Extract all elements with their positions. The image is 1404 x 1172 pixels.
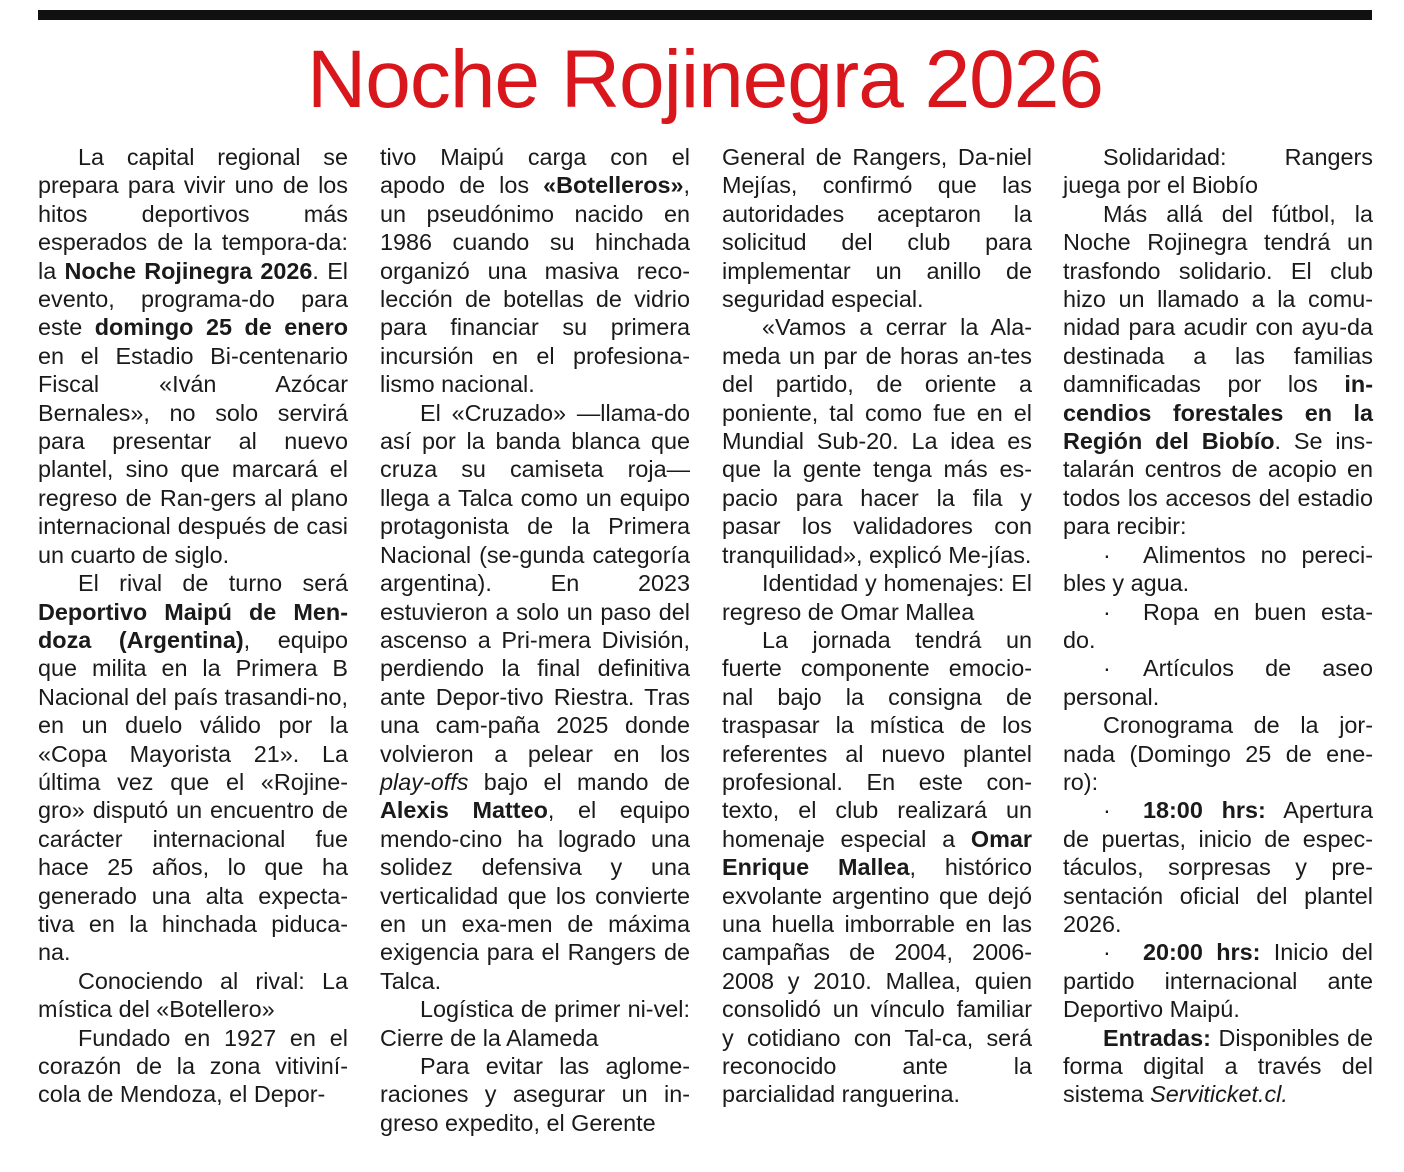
tickets-paragraph (1063, 1024, 1373, 1109)
bold-text: domingo 25 de enero (94, 314, 348, 341)
schedule-time: 18:00 hrs: (1143, 797, 1266, 824)
list-item (1063, 654, 1373, 711)
article-column-4 (1063, 143, 1373, 1109)
schedule-item (1063, 938, 1373, 1023)
text-run: bajo el mando de (468, 768, 690, 795)
list-item (1063, 541, 1373, 598)
paragraph (722, 626, 1032, 1109)
bold-text: Alexis Matteo (380, 797, 548, 824)
subheading: Logística de primer ni-vel: Cierre de la Alameda (380, 996, 690, 1051)
paragraph: «Vamos a cerrar la Ala-meda un par de horas an-tes del partido, de oriente a poniente, tal como fue en el Mundial Sub-20. La idea es que la gente tenga más es-pacio para hacer la fila y pasar los validadores con tranquilidad», explicó Me-jías. (722, 314, 1032, 568)
paragraph (1063, 200, 1373, 541)
text-run: , el equipo mendo-cino ha logrado una solidez defensiva y una verticalidad que los convierte en un exa-men de máxima exigencia para el Rangers de Talca. (380, 797, 690, 994)
subheading: Cronograma de la jor-nada (Domingo 25 de ene-ro): (1063, 712, 1373, 795)
bullet-icon: · (1103, 797, 1111, 824)
list-item-text: Alimentos no pereci-bles y agua. (1063, 541, 1373, 597)
text-run: , equipo que milita en la Primera B Nacional del país trasandi-no, en un duelo válido por la «Copa Mayorista 21». La última vez que el «Rojine-gro» disputó un encuentro de carácter internacional fue hace 25 años, lo que ha generado una alta expecta-tiva en la hinchada piduca-na. (38, 626, 348, 966)
bold-text: in-cendios forestales en la Región del Biobío (1063, 371, 1373, 455)
bullet-icon: · (1103, 939, 1111, 966)
list-item-text: Artículos de aseo personal. (1063, 655, 1373, 710)
schedule-text: Inicio del partido internacional ante Deportivo Maipú. (1063, 939, 1373, 1023)
bold-text: Omar Enrique Mallea (722, 825, 1032, 881)
text-run: La capital regional se prepara para vivir uno de los hitos deportivos más esperados de la tempora-da: la (38, 144, 348, 284)
text-run: , un pseudónimo nacido en 1986 cuando su hinchada organizó una masiva reco-lección de botellas de vidrio para financiar su primera incursión en el profesiona-lismo nacional. (380, 172, 690, 398)
subheading: Identidad y homenajes: El regreso de Omar Mallea (722, 570, 1032, 625)
headline: Noche Rojinegra 2026 (307, 34, 1103, 125)
schedule-item (1063, 796, 1373, 938)
paragraph: Fundado en 1927 en el corazón de la zona vitiviní-cola de Mendoza, el Depor- (38, 1024, 348, 1108)
tickets-site: Serviticket.cl. (1150, 1081, 1288, 1108)
bold-text: Noche Rojinegra 2026 (64, 257, 313, 284)
list-item-text: Ropa en buen esta-do. (1063, 598, 1373, 653)
paragraph (380, 143, 690, 399)
top-rule (38, 10, 1372, 20)
bold-text: «Botelleros» (543, 172, 684, 199)
article-column-3 (722, 143, 1032, 1109)
subheading: Conociendo al rival: La mística del «Botellero» (38, 967, 348, 1023)
subheading: Solidaridad: Rangers juega por el Biobío (1063, 144, 1373, 199)
bullet-icon: · (1103, 541, 1111, 568)
article-column-2 (380, 143, 690, 1137)
text-run: Más allá del fútbol, la Noche Rojinegra tendrá un trasfondo solidario. El club hizo un llamado a la comu-nidad para acudir con ayu-da destinada a las familias damnificadas por los (1063, 200, 1373, 398)
list-item (1063, 598, 1373, 655)
text-run: . Se ins-talarán centros de acopio en todos los accesos del estadio para recibir: (1063, 428, 1374, 540)
schedule-text: Apertura de puertas, inicio de espec-táculos, sorpresas y pre-sentación oficial del plantel 2026. (1063, 797, 1373, 937)
text-run: tivo Maipú carga con el apodo de los (380, 144, 690, 199)
paragraph (38, 569, 348, 967)
tickets-text: Disponibles de forma digital a través del sistema (1063, 1024, 1373, 1108)
paragraph: Para evitar las aglome-raciones y asegurar un in-greso expedito, el Gerente (380, 1053, 690, 1136)
paragraph: General de Rangers, Da-niel Mejías, confirmó que las autoridades aceptaron la solicitud del club para implementar un anillo de seguridad especial. (722, 144, 1032, 313)
paragraph (38, 143, 348, 569)
bullet-icon: · (1103, 598, 1111, 625)
text-run: El «Cruzado» —llama-do así por la banda blanca que cruza su camiseta roja— llega a Talca como un equipo protagonista de la Primera Nacional (se-gunda categoría argentina). En 2023 estuvieron a solo un paso del ascenso a Pri-mera División, perdiendo la final definitiva ante Depor-tivo Riestra. Tras una cam-paña 2025 donde volvieron a pelear en los (380, 399, 690, 767)
text-run: . El evento, programa-do para este (38, 257, 348, 341)
bold-text: Deportivo Maipú de Men-doza (Argentina) (38, 598, 348, 653)
bullet-icon: · (1103, 655, 1111, 682)
text-run: en el Estadio Bi-centenario Fiscal «Iván Azócar Bernales», no solo servirá para presentar al nuevo plantel, sino que marcará el regreso de Ran-gers al plano internacional después de casi un cuarto de siglo. (38, 342, 348, 568)
paragraph (380, 399, 690, 996)
tickets-label: Entradas: (1103, 1024, 1211, 1051)
text-run: El rival de turno será (78, 570, 348, 597)
text-run: La jornada tendrá un fuerte componente emocio-nal bajo la consigna de traspasar la mística de los referentes al nuevo plantel profesional. En este con-texto, el club realizará un homenaje especial a (722, 626, 1032, 852)
italic-text: play-offs (380, 768, 469, 795)
text-run: , histórico exvolante argentino que dejó una huella imborrable en las campañas de 2004, 2006-2008 y 2010. Mallea, quien consolidó un vínculo familiar y cotidiano con Tal-ca, será reconocido ante la parcialidad ranguerina. (722, 854, 1032, 1108)
article-column-1 (38, 143, 348, 1109)
schedule-time: 20:00 hrs: (1143, 939, 1261, 966)
